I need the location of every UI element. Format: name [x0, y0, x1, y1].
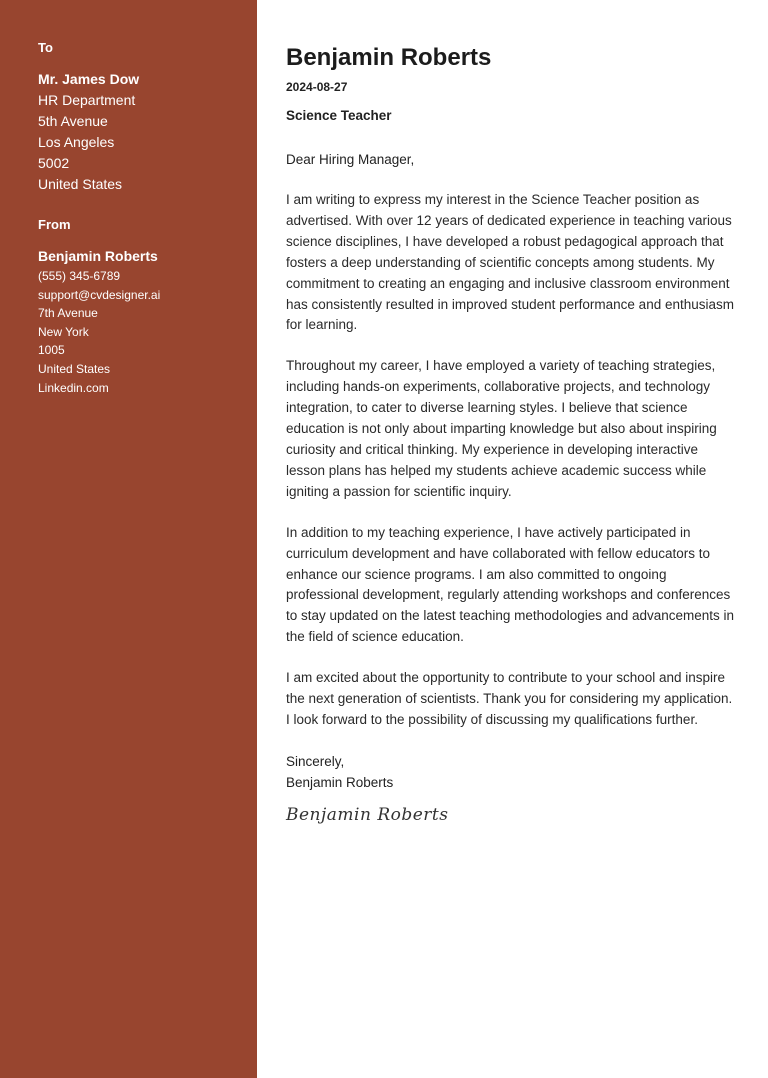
recipient-city: Los Angeles [38, 134, 115, 150]
sender-phone: (555) 345-6789 [38, 269, 121, 283]
letter-date: 2024-08-27 [286, 80, 348, 94]
paragraph: In addition to my teaching experience, I have actively participated in curriculum development and have collaborated with fellow educators to enhance our science programs. I am also committed to ongoing professional development, regularly attending workshops and conferences to stay updated on the latest teaching methodologies and advancements in the field of science education. [286, 524, 735, 645]
sender-postal-code: 1005 [38, 343, 65, 358]
greeting: Dear Hiring Manager, [286, 152, 415, 167]
paragraph: Throughout my career, I have employed a variety of teaching strategies, including hands-on experiments, collaborative projects, and technology integration, to cater to diverse learning styles. I believe that science education is not only about imparting knowledge but also about inspiring curiosity and critical thinking. My experience in developing interactive lesson plans has helped my students achieve academic success while igniting a passion for scientific inquiry. [286, 358, 717, 499]
sender-email: support@cvdesigner.ai [38, 287, 161, 302]
recipient-street: 5th Avenue [38, 113, 108, 129]
handwritten-signature: Benjamin Roberts [286, 804, 449, 825]
job-title: Science Teacher [286, 108, 392, 123]
sender-linkedin: Linkedin.com [38, 380, 109, 395]
sender-heading: From [38, 217, 71, 232]
recipient-department: HR Department [38, 92, 136, 108]
letter-body [286, 0, 736, 825]
recipient-heading: To [38, 40, 53, 55]
recipient-postal-code: 5002 [38, 155, 70, 171]
paragraph: I am writing to express my interest in the Science Teacher position as advertised. With over 12 years of dedicated experience in teaching various science disciplines, I have developed a robust pedagogical approach that fosters a deep understanding of scientific concepts among students. My commitment to creating an engaging and inclusive classroom environment has consistently resulted in improved student performance and enthusiasm for learning. [286, 192, 734, 333]
sender-city: New York [38, 324, 89, 339]
closing: Sincerely, [286, 753, 345, 769]
recipient-name: Mr. James Dow [38, 71, 140, 87]
sender-country: United States [38, 361, 111, 376]
paragraph: I am excited about the opportunity to contribute to your school and inspire the next generation of scientists. Thank you for considering my application. I look forward to the possibility of discussing my qualifications further. [286, 670, 733, 727]
sender-street: 7th Avenue [38, 306, 98, 321]
page-title: Benjamin Roberts [286, 44, 492, 71]
closing-name: Benjamin Roberts [286, 774, 394, 790]
sidebar [0, 0, 257, 1078]
sender-name: Benjamin Roberts [38, 248, 158, 264]
recipient-country: United States [38, 176, 123, 192]
